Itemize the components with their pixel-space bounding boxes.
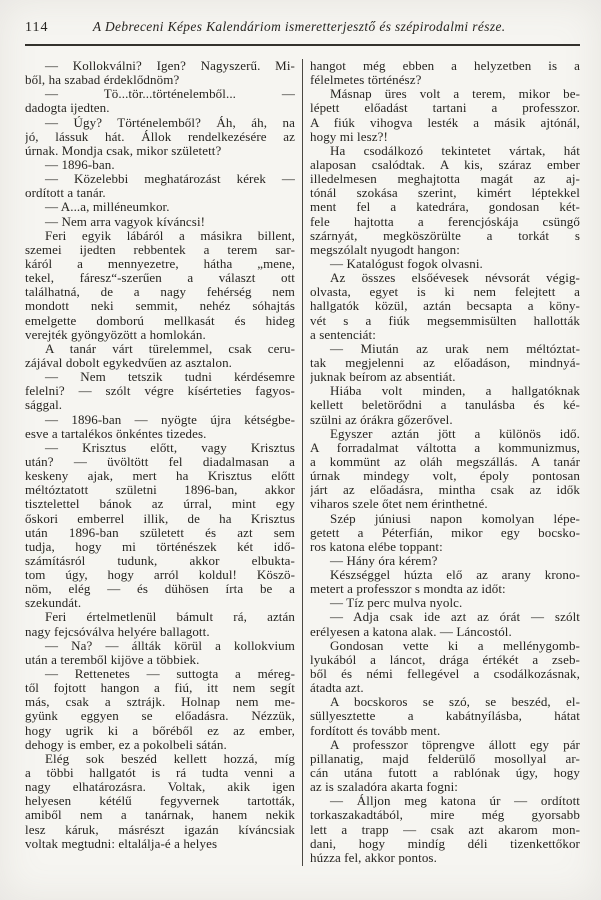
text-line: más, csak a sztrájk. Holnap nem me-: [25, 695, 295, 710]
text-line: félelmetes történész?: [310, 73, 422, 88]
text-line: dadogta ijedten.: [25, 101, 110, 116]
text-line: — Na? — állták körül a kollokvium: [45, 638, 295, 653]
text-line: átadta azt.: [310, 681, 364, 696]
text-line: illedelmesen meghajtotta magát az aj-: [310, 172, 580, 187]
text-line: — Hány óra kérem?: [330, 553, 438, 568]
text-line: — Közelebbi meghatározást kérek —: [45, 172, 295, 187]
text-line: hallgatók közül, aztán becsapta a köny-: [310, 299, 580, 314]
text-line: a sentenciát:: [310, 327, 376, 342]
text-line: — Tö...tör...történelemből... —: [45, 87, 295, 102]
text-line: szekundát.: [25, 596, 82, 611]
text-line: A forradalmat váltotta a kommunizmus,: [310, 440, 580, 455]
text-line: tónál szokása szerint, kimért léptekkel: [310, 186, 580, 201]
header-rule: [25, 44, 580, 46]
text-line: nöm, elég — és dühösen írta be a: [25, 582, 295, 597]
text-line: keskeny ajak, mert ha Krisztus előtt: [25, 469, 295, 484]
text-line: torkaszakadtából, mire még gyorsabb: [310, 808, 580, 823]
text-line: erélyesen a katona alak. — Láncostól.: [310, 624, 512, 639]
text-line: Egyszer aztán jött a különös idő.: [330, 426, 580, 441]
page-header: [25, 19, 580, 41]
text-line: — Álljon meg katona úr — ordított: [330, 794, 580, 809]
text-line: őskori emberrel illik, de ha Krisztus: [25, 511, 295, 526]
text-line: Ha csodálkozó tekintetet vártak, hát: [330, 143, 580, 158]
text-line: után 1896-ban született és azt sem: [25, 525, 295, 540]
text-line: méltóztatott születni 1896-ban, akkor: [25, 483, 295, 498]
text-line: — Tíz perc mulva nyolc.: [330, 596, 463, 611]
text-line: olvasta, egyet is ki nem felejtett a: [310, 285, 580, 300]
text-line: Hiába volt minden, a hallgatóknak: [330, 384, 580, 399]
column-left: [25, 59, 295, 866]
text-line: hangot még ebben a helyzetben is a: [310, 59, 580, 73]
text-line: tom úgy, hogy arról koldul! Köszö-: [25, 568, 295, 583]
text-line: káról a mennyezetre, hátha „mene,: [25, 256, 295, 271]
text-line: emelgette domború mellkasát és hideg: [25, 313, 295, 328]
text-line: fele hajtotta a ferencjóskája csüngő: [310, 214, 580, 229]
text-line: járt az előadásra, mintha csak az idők: [310, 483, 580, 498]
text-line: A tanár várt türelemmel, csak ceru-: [45, 341, 295, 356]
text-line: ment fel a katedrára, gondosan két-: [310, 200, 580, 215]
text-line: szemei ijedten rebbentek a terem sar-: [25, 242, 295, 257]
text-line: a kommünt az oláh megszállás. A tanár: [310, 454, 580, 469]
text-line: Másnap üres volt a terem, mikor be-: [330, 87, 580, 102]
text-line: — Úgy? Történelemből? Áh, áh, na: [45, 115, 295, 130]
text-line: lépett előadást tartani a professzor.: [310, 101, 580, 116]
text-line: zájával dobolt egykedvűen az asztalon.: [25, 355, 233, 370]
text-line: ből, ha szabad érdeklődnöm?: [25, 73, 180, 88]
text-line: Elég sok beszéd kellett hozzá, míg: [45, 751, 295, 766]
text-line: — 1896-ban — nyögte újra kétségbe-: [45, 412, 295, 427]
text-line: Feri értelmetlenül bámult rá, aztán: [45, 610, 295, 625]
text-line: — Katalógust fogok olvasni.: [330, 256, 483, 271]
text-line: esve a tartalékos önkéntes tizedes.: [25, 426, 207, 441]
text-line: lyukából a láncot, drága értékét a zseb-: [310, 652, 580, 667]
text-line: — Rettenetes — suttogta a méreg-: [45, 667, 295, 682]
column-right: [310, 59, 580, 866]
text-line: találhatná, de a nagy fehérség nem: [25, 285, 295, 300]
text-line: a többi hallgatót is rá tudta venni a: [25, 766, 295, 781]
text-line: Feri egyik lábáról a másikra billent,: [45, 228, 295, 243]
text-line: getett a Péterfián, mikor egy bocsko-: [310, 525, 580, 540]
text-line: — Kollokválni? Igen? Nagyszerű. Mi-: [45, 59, 295, 73]
text-line: A professzor töprengve állott egy pár: [330, 737, 580, 752]
text-line: — 1896-ban.: [45, 157, 115, 172]
text-line: felelni? — szólt végre kísérteties fagyos-: [25, 384, 295, 399]
text-line: szárnyát, megköszörülte a torkát s: [310, 228, 580, 243]
column-divider: [302, 59, 303, 866]
text-line: től fojtott hangon a fiú, itt nem segít: [25, 681, 295, 696]
text-columns: [25, 59, 580, 866]
text-line: sággal.: [25, 398, 63, 413]
text-line: szülni az órákra gőzerővel.: [310, 412, 453, 427]
text-line: A fiúk vihogva lesték a másik ajtónál,: [310, 115, 580, 130]
text-line: Gondosan vette ki a mellénygomb-: [330, 638, 580, 653]
text-line: mondott neki semmit, nehéz sóhajtás: [25, 299, 295, 314]
text-line: ordított a tanár.: [25, 186, 106, 201]
text-line: ből és némi fellegével a csodálkozásnak,: [310, 667, 580, 682]
text-line: — Miután az urak nem méltóztat-: [330, 341, 580, 356]
text-line: viharos szele őtet nem érinthetné.: [310, 497, 488, 512]
text-line: — Adja csak ide azt az órát — szólt: [330, 610, 580, 625]
text-line: Készséggel húzta elő az arany krono-: [330, 568, 580, 583]
text-line: metert a professzor s mondta az időt:: [310, 582, 506, 597]
text-line: után a teremből kijöve a többiek.: [25, 652, 200, 667]
text-line: tak megjelenni az előadáson, mindnyá-: [310, 355, 580, 370]
text-line: megszólalt nyugodt hangon:: [310, 242, 460, 257]
text-line: juknak beírom az absentiát.: [310, 370, 456, 385]
text-line: számításról tudunk, akkor elbukta-: [25, 553, 295, 568]
text-line: után? — üvöltött fel diadalmasan a: [25, 454, 295, 469]
text-line: cán utána futott a rablónak úgy, hogy: [310, 766, 580, 781]
text-line: úrnak mindegy volt, époly pontosan: [310, 469, 580, 484]
text-line: — Krisztus előtt, vagy Krisztus: [45, 440, 295, 455]
text-line: tisztelettel bánok az úrral, mint egy: [25, 497, 295, 512]
text-line: dani, hogy mindíg déli tizenkettőkor: [310, 836, 580, 851]
text-line: süllyesztette a kabátnyílásba, hátat: [310, 709, 580, 724]
text-line: vét s a fiúk megsemmisülten hallották: [310, 313, 580, 328]
text-line: úrnak. Mondja csak, mikor született?: [25, 143, 222, 158]
column-gutter: [295, 59, 310, 866]
text-line: hogy mi lesz?!: [310, 129, 388, 144]
text-line: kellett beletörődni a tanulásba és ké-: [310, 398, 580, 413]
text-line: dehogy is ember, ez a pokolbeli sátán.: [25, 737, 227, 752]
text-line: A bocskoros se szó, se beszéd, el-: [330, 695, 580, 710]
page-number: 114: [25, 20, 49, 35]
text-line: ros katona elébe toppant:: [310, 539, 443, 554]
text-line: húzza fel, akkor pontos.: [310, 850, 437, 865]
text-line: — Nem tetszik tudni kérdésemre: [45, 370, 295, 385]
text-line: fordított és tovább ment.: [310, 723, 441, 738]
text-line: helyesen kétélű fegyvernek tartották,: [25, 794, 295, 809]
text-line: — Nem arra vagyok kíváncsi!: [45, 214, 206, 229]
text-line: jó, lássuk hát. Állok rendelkezésére az: [25, 129, 295, 144]
text-line: hogy ugrik ki a bőréből ez az ember,: [25, 723, 295, 738]
text-line: az is szaladóra akarta fogni:: [310, 780, 458, 795]
text-line: gyünk eggyen se előadásra. Nézzük,: [25, 709, 295, 724]
running-title: A Debreceni Képes Kalendáriom ismeretterjesztő és szépirodalmi része.: [92, 19, 506, 34]
text-line: verejték gyöngyözött a homlokán.: [25, 327, 206, 342]
text-line: tudja, hogy mi történészek két idő-: [25, 539, 295, 554]
text-line: pillanatig, majd felderülő mosollyal ar-: [310, 751, 580, 766]
text-line: tekel, fáresz“-szerűen a választ ott: [25, 271, 295, 286]
text-line: voltak megtudni: eltalálja-é a helyes: [25, 836, 218, 851]
text-line: alaposan csalódtak. A kis, száraz ember: [310, 157, 580, 172]
text-line: amiből nem a tanárnak, hanem nekik: [25, 808, 295, 823]
text-line: Az összes elsőévesek névsorát végig-: [330, 271, 580, 286]
text-line: lett a trapp — csak azt akarom mon-: [310, 822, 580, 837]
text-line: lesz káruk, másrészt igazán kíváncsiak: [25, 822, 295, 837]
text-line: nagy elhatározásra. Voltak, akik igen: [25, 780, 295, 795]
text-line: Szép júniusi napon komolyan lépe-: [330, 511, 580, 526]
text-line: — A...a, milléneumkor.: [45, 200, 170, 215]
text-line: nagy fejcsóválva helyére ballagott.: [25, 624, 210, 639]
